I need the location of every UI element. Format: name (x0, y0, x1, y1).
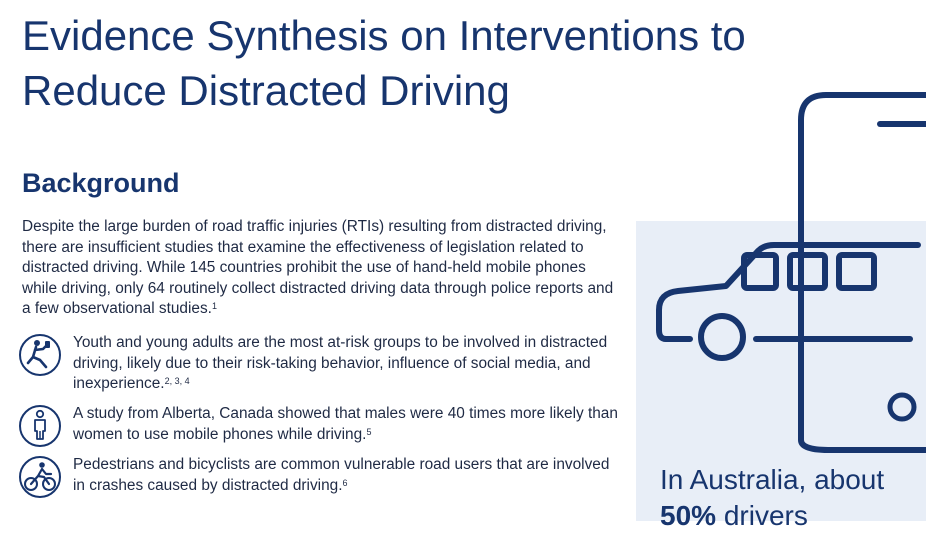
intro-paragraph (22, 217, 622, 320)
bicyclist-icon (18, 455, 62, 499)
stat-percent: 50% (660, 500, 717, 531)
section-heading-background: Background (22, 168, 180, 198)
intro-text: Despite the large burden of road traffic injuries (RTIs) resulting from distracted driving, there are insufficient studies that examine the effectiveness of legislation related to distracted driving. While 145 countries prohibit the use of hand-held mobile phones while driving, only 64 routinely collect distracted driving data through police reports and a few observational studies. (22, 218, 614, 318)
male-person-icon (18, 404, 62, 448)
stat-callout: In Australia, about 50% drivers (660, 464, 885, 531)
fact-text-males: A study from Alberta, Canada showed that males were 40 times more likely than women to use mobile phones while driving.$^5$ (73, 405, 618, 443)
intro-reference: 1 (211, 301, 217, 312)
youth-phone-icon (18, 333, 62, 377)
fact-text-vulnerable-users: Pedestrians and bicyclists are common vulnerable road users that are involved in crashes caused by distracted driving.$^6$ (73, 456, 610, 494)
fact-text-youth: Youth and young adults are the most at-risk groups to be involved in distracted driving, likely due to their risk-taking behavior, influence of social media, and inexperience.$^{2, 3, 4}$ (73, 334, 608, 393)
page-title: Evidence Synthesis on Interventions to Reduce Distracted Driving (22, 12, 746, 114)
